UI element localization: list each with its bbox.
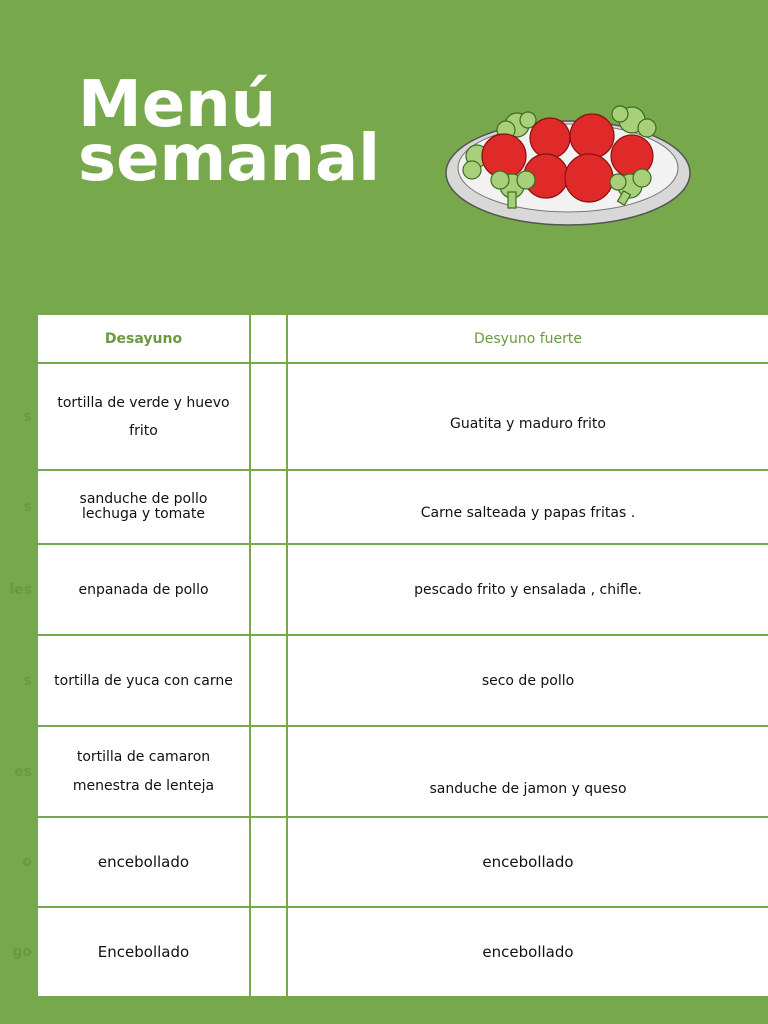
breakfast-header: Desayuno xyxy=(37,314,250,363)
page-title xyxy=(78,68,381,196)
title-line-2: semanal xyxy=(78,122,381,196)
breakfast-cell xyxy=(37,907,250,997)
lunch-header: Desyuno fuerte xyxy=(287,314,768,363)
table-row xyxy=(1,726,768,817)
blank-cell xyxy=(250,635,287,726)
day-label: go xyxy=(1,907,37,997)
breakfast-cell xyxy=(37,363,250,470)
blank-header xyxy=(250,314,287,363)
day-label: s xyxy=(1,635,37,726)
table-row xyxy=(1,363,768,470)
blank-cell xyxy=(250,907,287,997)
day-label: s xyxy=(1,470,37,544)
title-line-1: Menú xyxy=(78,68,277,142)
blank-cell xyxy=(250,544,287,635)
weekly-menu-table xyxy=(0,313,768,996)
breakfast-line-1: tortilla de verde y huevo xyxy=(57,394,230,411)
day-label: les xyxy=(1,544,37,635)
breakfast-line-1: Encebollado xyxy=(97,943,190,961)
breakfast-line-1: sanduche de pollo xyxy=(79,491,208,507)
table-row xyxy=(1,470,768,544)
breakfast-cell xyxy=(37,726,250,817)
breakfast-line-1: enpanada de pollo xyxy=(78,581,209,598)
table-row xyxy=(1,635,768,726)
breakfast-line-2: menestra de lenteja xyxy=(72,777,215,794)
table-row xyxy=(1,817,768,907)
table-header-row xyxy=(1,314,768,363)
breakfast-line-1: tortilla de camaron xyxy=(76,748,211,765)
lunch-cell: encebollado xyxy=(287,907,768,997)
blank-cell xyxy=(250,470,287,544)
breakfast-line-2: lechuga y tomate xyxy=(82,506,205,522)
blank-cell xyxy=(250,817,287,907)
lunch-cell: sanduche de jamon y queso xyxy=(287,726,768,817)
day-label: es xyxy=(1,726,37,817)
lunch-cell: Guatita y maduro frito xyxy=(287,363,768,470)
day-label: s xyxy=(1,363,37,470)
day-header-cell xyxy=(1,314,37,363)
breakfast-line-1: encebollado xyxy=(97,853,190,871)
lunch-cell: pescado frito y ensalada , chifle. xyxy=(287,544,768,635)
breakfast-line-2: frito xyxy=(129,422,158,439)
lunch-cell: encebollado xyxy=(287,817,768,907)
breakfast-cell xyxy=(37,635,250,726)
table-row xyxy=(1,907,768,997)
breakfast-cell xyxy=(37,470,250,544)
lunch-cell: Carne salteada y papas fritas . xyxy=(287,470,768,544)
lunch-cell: seco de pollo xyxy=(287,635,768,726)
breakfast-cell xyxy=(37,817,250,907)
salad-plate-icon xyxy=(442,98,694,228)
breakfast-line-1: tortilla de yuca con carne xyxy=(54,672,233,689)
blank-cell xyxy=(250,363,287,470)
day-label: o xyxy=(1,817,37,907)
blank-cell xyxy=(250,726,287,817)
table-row xyxy=(1,544,768,635)
breakfast-cell xyxy=(37,544,250,635)
